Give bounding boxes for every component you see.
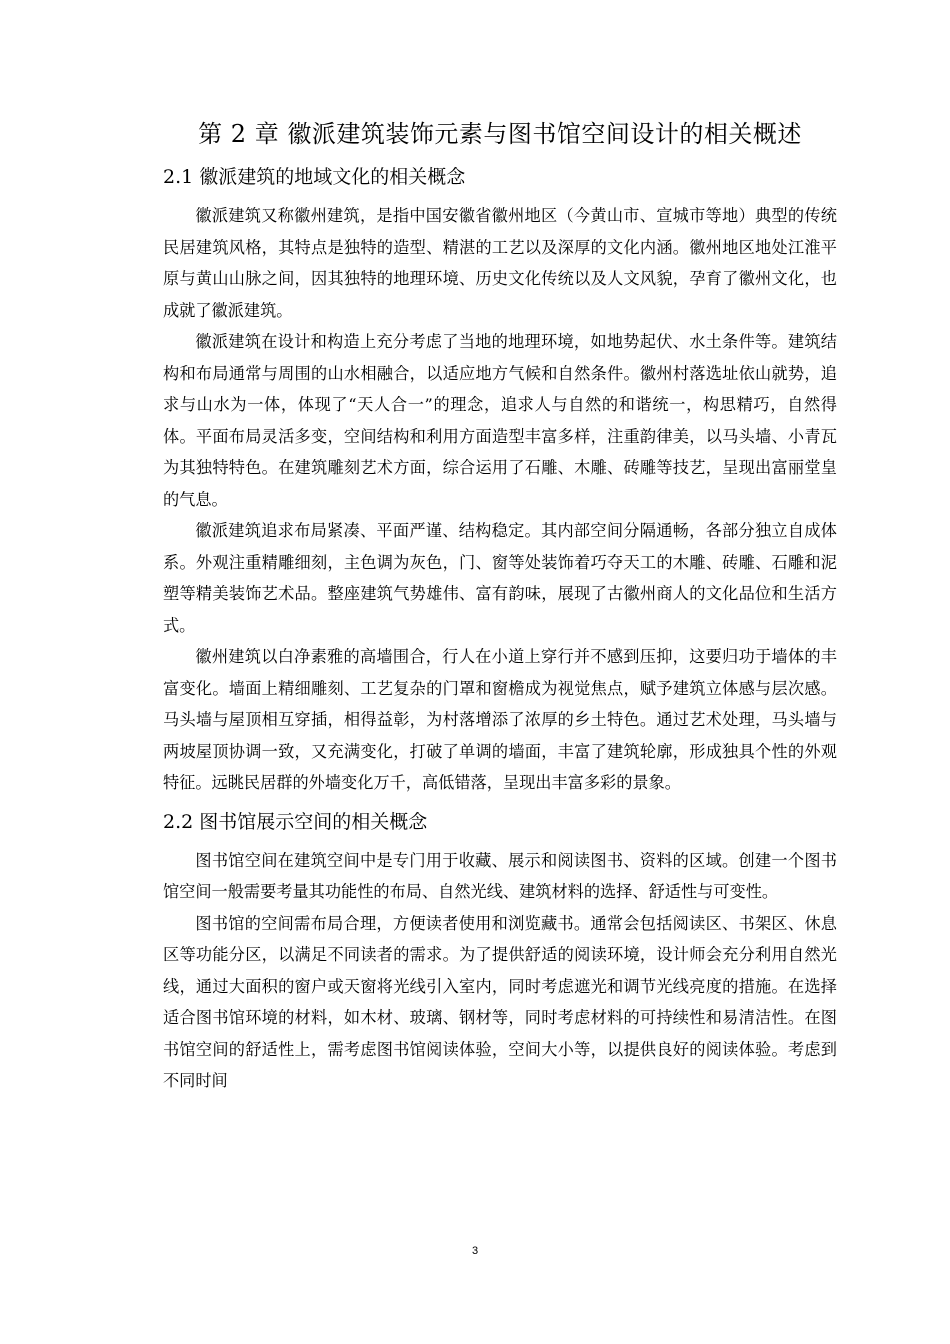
chapter-title: 第 2 章 徽派建筑装饰元素与图书馆空间设计的相关概述 (198, 120, 802, 148)
paragraph: 图书馆空间在建筑空间中是专门用于收藏、展示和阅读图书、资料的区域。创建一个图书馆空间一般需要考量其功能性的布局、自然光线、建筑材料的选择、舒适性与可变性。 (163, 850, 837, 901)
page-content (163, 112, 837, 1097)
paragraph: 徽州建筑以白净素雅的高墙围合，行人在小道上穿行并不感到压抑，这要归功于墙体的丰富变化。墙面上精细雕刻、工艺复杂的门罩和窗檐成为视觉焦点，赋予建筑立体感与层次感。马头墙与屋顶相互穿插，相得益彰，为村落增添了浓厚的乡土特色。通过艺术处理，马头墙与两坡屋顶协调一致，又充满变化，打破了单调的墙面，丰富了建筑轮廓，形成独具个性的外观特征。远眺民居群的外墙变化万千，高低错落，呈现出丰富多彩的景象。 (163, 647, 837, 792)
paragraph: 图书馆的空间需布局合理，方便读者使用和浏览藏书。通常会包括阅读区、书架区、休息区等功能分区，以满足不同读者的需求。为了提供舒适的阅读环境，设计师会充分利用自然光线，通过大面积的窗户或天窗将光线引入室内，同时考虑遮光和调节光线亮度的措施。在选择适合图书馆环境的材料，如木材、玻璃、钢材等，同时考虑材料的可持续性和易清洁性。在图书馆空间的舒适性上，需考虑图书馆阅读体验，空间大小等，以提供良好的阅读体验。考虑到不同时间 (163, 913, 837, 1090)
page-number: 3 (471, 1245, 479, 1257)
paragraph: 徽派建筑在设计和构造上充分考虑了当地的地理环境，如地势起伏、水土条件等。建筑结构和布局通常与周围的山水相融合，以适应地方气候和自然条件。徽州村落选址依山就势，追求与山水为一体，体现了“天人合一”的理念，追求人与自然的和谐统一，构思精巧，自然得体。平面布局灵活多变，空间结构和利用方面造型丰富多样，注重韵律美，以马头墙、小青瓦为其独特特色。在建筑雕刻艺术方面，综合运用了石雕、木雕、砖雕等技艺，呈现出富丽堂皇的气息。 (163, 332, 837, 509)
paragraph: 徽派建筑追求布局紧凑、平面严谨、结构稳定。其内部空间分隔通畅，各部分独立自成体系。外观注重精雕细刻，主色调为灰色，门、窗等处装饰着巧夺天工的木雕、砖雕、石雕和泥塑等精美装饰艺术品。整座建筑气势雄伟、富有韵味，展现了古徽州商人的文化品位和生活方式。 (163, 521, 837, 635)
section-heading-2-1: 2.1 徽派建筑的地域文化的相关概念 (163, 166, 466, 188)
section-heading-2-2: 2.2 图书馆展示空间的相关概念 (163, 810, 428, 833)
paragraph: 徽派建筑又称徽州建筑，是指中国安徽省徽州地区（今黄山市、宣城市等地）典型的传统民居建筑风格，其特点是独特的造型、精湛的工艺以及深厚的文化内涵。徽州地区地处江淮平原与黄山山脉之间，因其独特的地理环境、历史文化传统以及人文风貌，孕育了徽州文化，也成就了徽派建筑。 (163, 206, 837, 320)
